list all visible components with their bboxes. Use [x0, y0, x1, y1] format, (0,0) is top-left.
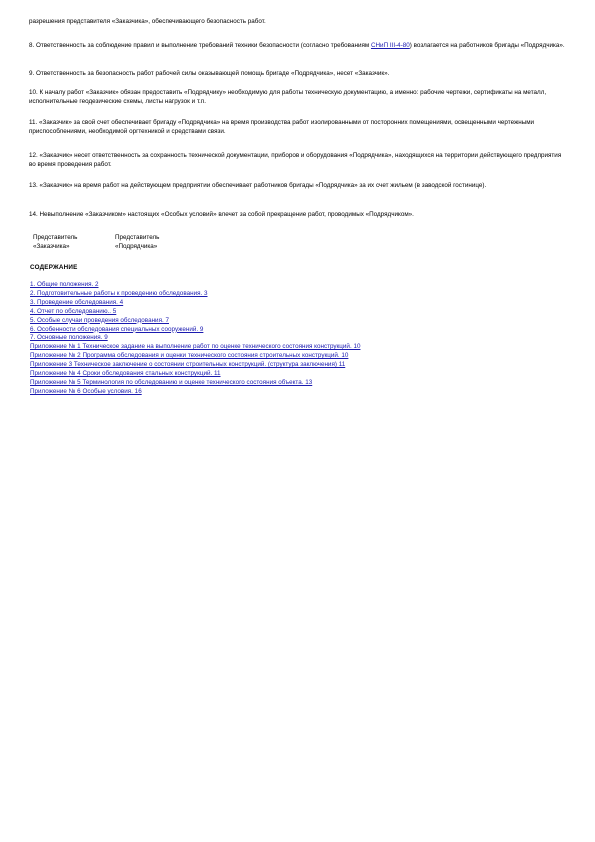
- toc-link-appendix-4[interactable]: Приложение № 4 Сроки обследования стальных конструкций. 11: [30, 370, 221, 378]
- signature-contractor: [115, 233, 159, 251]
- toc-link-appendix-3[interactable]: Приложение 3 Техническое заключение о состоянии строительных конструкций. (структура заключения) 11: [30, 361, 346, 369]
- paragraph-10: 10. К началу работ «Заказчик» обязан предоставить «Подрядчику» необходимую для работы техническую документацию, а именно: рабочие чертежи, сертификаты на металл, исполнительные геодезические схемы, листы нагрузок и т.п.: [29, 89, 547, 105]
- snip-link[interactable]: СНиП III-4-80: [370, 42, 410, 49]
- paragraph-8-text-end: ) возлагается на работников бригады «Подрядчика».: [409, 42, 565, 49]
- signature-contractor-line1: Представитель: [115, 234, 160, 241]
- signature-customer: [33, 233, 77, 251]
- toc-link-5[interactable]: 5. Особые случаи проведения обследования. 7: [30, 316, 169, 324]
- toc-item: [30, 388, 400, 397]
- toc-link-3[interactable]: 3. Проведение обследования. 4: [30, 298, 124, 306]
- toc-item: [30, 326, 400, 335]
- toc-item: [30, 308, 400, 317]
- paragraph-13: 13. «Заказчик» на время работ на действующем предприятии обеспечивает работников бригады «Подрядчика» за их счет жильем (в заводской гостинице).: [29, 182, 487, 189]
- toc-link-appendix-2[interactable]: Приложение № 2 Программа обследования и оценки технического состояния строительных конструкций. 10: [30, 352, 349, 360]
- toc-link-1[interactable]: 1. Общие положения. 2: [30, 281, 99, 288]
- toc-item: [30, 352, 400, 361]
- toc-item: [30, 361, 400, 370]
- toc-link-appendix-1[interactable]: Приложение № 1 Техническое задание на выполнение работ по оценке технического состояния конструкций. 10: [30, 343, 361, 351]
- paragraph-7-continuation: разрешения представителя «Заказчика», обеспечивающего безопасность работ.: [29, 18, 266, 25]
- toc-link-7[interactable]: 7. Основные положения. 9: [30, 334, 108, 342]
- toc-title: СОДЕРЖАНИЕ: [30, 264, 78, 271]
- paragraph-8-text-start: 8. Ответственность за соблюдение правил и выполнение требований техники безопасности (согласно требованиям: [29, 42, 371, 49]
- signature-customer-line1: Представитель: [33, 234, 78, 241]
- toc-item: [30, 379, 400, 388]
- toc-link-appendix-6[interactable]: Приложение № 6 Особые условия. 16: [30, 387, 142, 395]
- toc-item: [30, 334, 400, 343]
- paragraph-8: [29, 41, 569, 50]
- table-of-contents: [30, 281, 400, 397]
- toc-item: [30, 343, 400, 352]
- paragraph-12: 12. «Заказчик» несет ответственность за сохранность технической документации, приборов и оборудования «Подрядчика», находящихся на территории действующего предприятия во время проведения работ.: [29, 152, 562, 168]
- toc-item: [30, 370, 400, 379]
- toc-item: [30, 317, 400, 326]
- paragraph-9: 9. Ответственность за безопасность работ рабочей силы оказывающей помощь бригаде «Подрядчика», несет «Заказчик».: [29, 70, 390, 77]
- toc-item: [30, 299, 400, 308]
- toc-item: [30, 281, 400, 290]
- toc-link-4[interactable]: 4. Отчет по обследованию.. 5: [30, 307, 117, 315]
- signature-customer-line2: «Заказчика»: [33, 243, 70, 250]
- paragraph-14: 14. Невыполнение «Заказчиком» настоящих «Особых условий» влечет за собой прекращение работ, проводимых «Подрядчиком».: [29, 211, 414, 218]
- paragraph-11: 11. «Заказчик» за свой счет обеспечивает бригаду «Подрядчика» на время производства работ изолированными от посторонних помещениями, освещенными чертежными приспособлениями, необходимой оргтехникой и средствами связи.: [29, 119, 535, 135]
- toc-link-2[interactable]: 2. Подготовительные работы к проведению обследования. 3: [30, 289, 208, 297]
- signature-contractor-line2: «Подрядчика»: [115, 243, 158, 250]
- toc-link-appendix-5[interactable]: Приложение № 5 Терминология по обследованию и оценке технического состояния объекта. 13: [30, 378, 313, 386]
- toc-link-6[interactable]: 6. Особенности обследования специальных сооружений. 9: [30, 325, 204, 333]
- toc-item: [30, 290, 400, 299]
